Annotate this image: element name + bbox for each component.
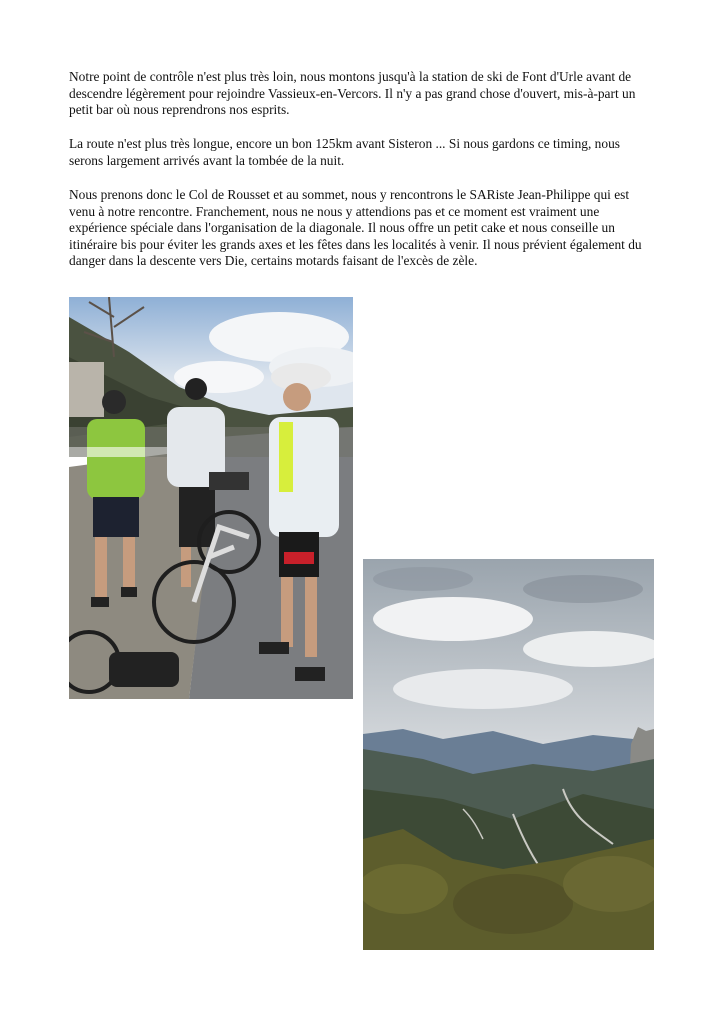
paragraph-control-point: Notre point de contrôle n'est plus très loin, nous montons jusqu'à la station de ski de Font d'Urle avant de descendre légèrement pour rejoindre Vassieux-en-Vercors. Il n'y a pas grand chose d'ouvert, mis-à-part un petit bar où nous reprendrons nos esprits.	[69, 69, 636, 117]
cyclists-photo-illustration	[69, 297, 353, 699]
mountain-valley-photo	[363, 559, 654, 950]
paragraph-route-sisteron: La route n'est plus très longue, encore un bon 125km avant Sisteron ... Si nous gardons ce timing, nous serons largement arrivés avant la tombée de la nuit.	[69, 136, 620, 168]
cyclists-photo	[69, 297, 353, 699]
paragraph-col-de-rousset: Nous prenons donc le Col de Rousset et au sommet, nous y rencontrons le SARiste Jean-Philippe qui est venu à notre rencontre. Franchement, nous ne nous y attendions pas et ce moment est vraiment une expérience spéciale dans l'organisation de la diagonale. Il nous offre un petit cake et nous conseille un itinéraire bis pour éviter les grands axes et les fêtes dans les localités à venir. Il nous prévient également du danger dans la descente vers Die, certains motards faisant de l'excès de zèle.	[69, 187, 642, 268]
mountain-valley-photo-illustration	[363, 559, 654, 950]
